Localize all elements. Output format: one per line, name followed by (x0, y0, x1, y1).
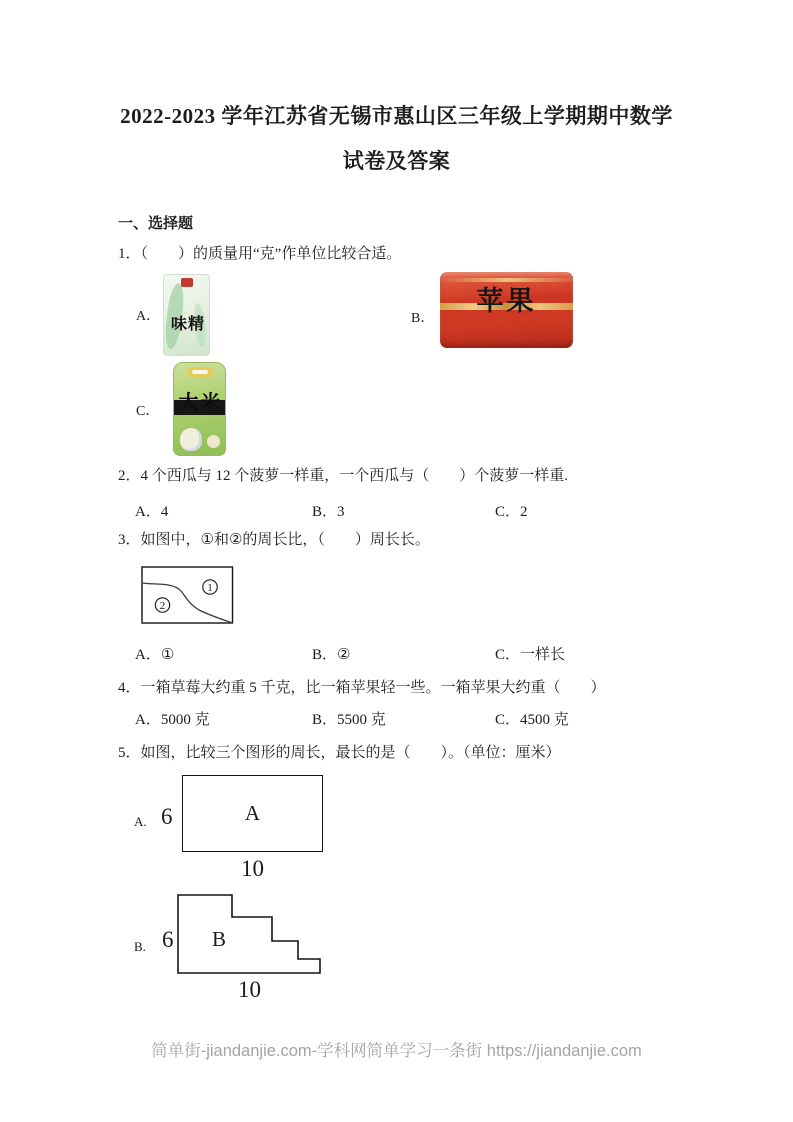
q3-option-b: B．② (312, 647, 351, 663)
q4-option-b: B．5500 克 (312, 712, 386, 728)
rice-bag-body (173, 362, 226, 456)
q4-option-a: A．5000 克 (135, 712, 210, 728)
figure-outer-rectangle (142, 567, 233, 623)
figure-b-height-label: 6 (162, 927, 174, 952)
q3-option-c: C．一样长 (495, 647, 566, 663)
question-2-options (0, 500, 793, 522)
figure-b-staircase (177, 894, 322, 975)
question-1-text: 1．（ ）的质量用“克”作单位比较合适。 (118, 246, 402, 262)
msg-packet-body (163, 274, 210, 356)
question-4-options (0, 708, 793, 730)
perimeter-comparison-figure (141, 565, 234, 625)
q2-option-a: A．4 (135, 504, 169, 520)
rice-bag-label: 大米 (178, 392, 223, 414)
section-heading-multiple-choice: 一、选择题 (118, 216, 194, 232)
figure-b-width-label: 10 (238, 977, 261, 1002)
q1-option-c-label: C． (136, 404, 160, 419)
msg-brand-mark (181, 278, 193, 287)
rice-bag-image (173, 362, 226, 456)
figure-b-polygon (178, 895, 320, 973)
region-1-digit: 1 (207, 582, 213, 594)
apple-box-label: 苹果 (476, 286, 537, 316)
question-2-text: 2．4 个西瓜与 12 个菠萝一样重，一个西瓜与（ ）个菠萝一样重. (118, 468, 569, 484)
msg-packet-label: 味精 (170, 316, 205, 333)
rice-bag-sticker (207, 435, 220, 448)
question-5-text: 5．如图，比较三个图形的周长，最长的是（ ）。（单位：厘米） (118, 745, 561, 761)
figure-a-option-label: A. (134, 814, 147, 829)
region-2-digit: 2 (159, 600, 166, 612)
apple-box-body (440, 272, 573, 348)
page-title-line2: 试卷及答案 (342, 149, 451, 173)
q1-option-a-label: A． (136, 309, 161, 324)
question-3-options (0, 643, 793, 665)
figure-a-width-label: 10 (241, 856, 264, 881)
msg-packet-image (163, 274, 210, 356)
rice-bag-sack-picture (180, 428, 202, 451)
footer-site-text: 简单街-jiandanjie.com-学科网简单学习一条街 (151, 1042, 487, 1060)
figure-a-height-label: 6 (161, 804, 173, 829)
q4-option-c: C．4500 克 (495, 712, 569, 728)
q1-option-b-label: B． (411, 311, 435, 326)
q2-option-c: C．2 (495, 504, 528, 520)
question-3-text: 3．如图中，①和②的周长比，（ ）周长长。 (118, 532, 430, 548)
page-title-line1: 2022-2023 学年江苏省无锡市惠山区三年级上学期期中数学 (120, 104, 673, 128)
q3-option-a: A．① (135, 647, 175, 663)
q2-option-b: B．3 (312, 504, 345, 520)
apple-box-image (440, 272, 573, 348)
rice-bag-handle (187, 367, 213, 377)
figure-a-rectangle (182, 775, 323, 852)
footer-text (0, 1037, 793, 1061)
figure-b-option-label: B. (134, 939, 146, 954)
figure-b-name: B (212, 927, 227, 951)
figure-a-name: A (244, 801, 261, 825)
question-4-text: 4．一箱草莓大约重 5 千克，比一箱苹果轻一些。一箱苹果大约重（ ） (118, 680, 606, 696)
perimeter-figure-svg (141, 565, 234, 625)
footer-link[interactable]: https://jiandanjie.com (486, 1042, 642, 1060)
